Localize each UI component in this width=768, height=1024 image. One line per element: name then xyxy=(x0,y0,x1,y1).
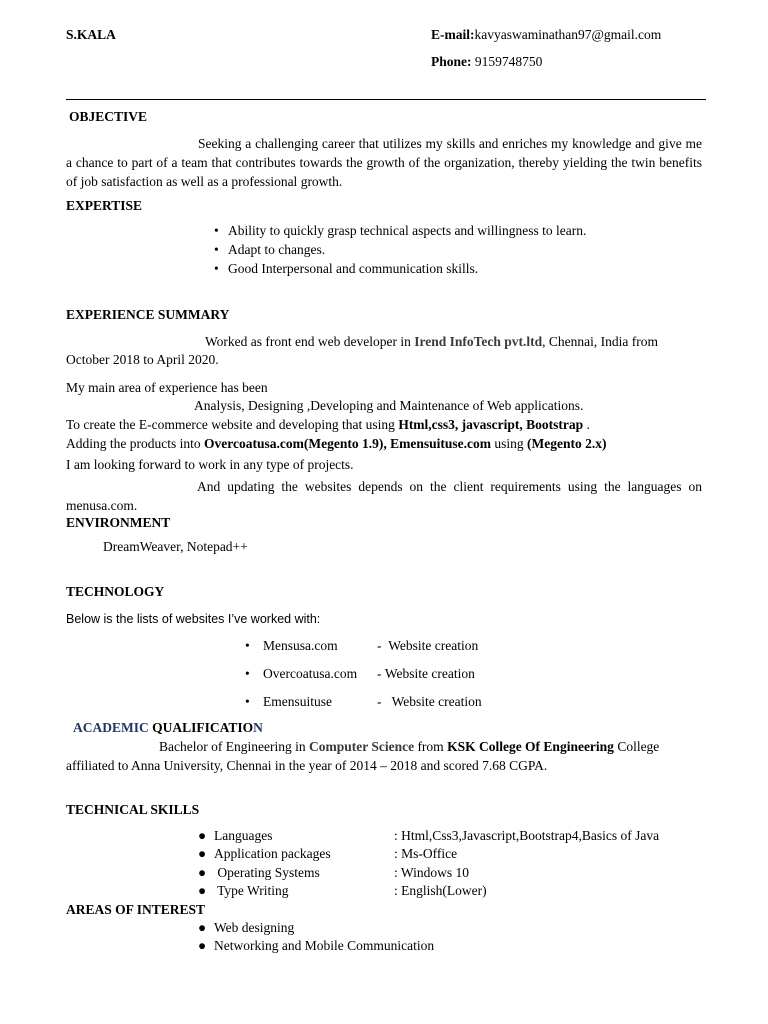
list-item: • Overcoatusa.com - Website creation xyxy=(245,666,475,681)
interests-heading: AREAS OF INTEREST xyxy=(66,902,206,917)
experience-line-8: And updating the websites depends on the client requirements using the languages on menusa.com. xyxy=(66,479,702,513)
experience-line-7: I am looking forward to work in any type of projects. xyxy=(66,457,354,472)
skills-heading: TECHNICAL SKILLS xyxy=(66,802,200,817)
email-line xyxy=(431,27,661,43)
list-item: • Mensusa.com - Website creation xyxy=(245,638,479,653)
phone-value: 9159748750 xyxy=(474,54,543,69)
experience-line-4: Analysis, Designing ,Developing and Maintenance of Web applications. xyxy=(194,398,584,413)
experience-line-6: Adding the products into Overcoatusa.com(Megento 1.9), Emensuituse.com using (Megento 2.x) xyxy=(66,436,607,451)
list-item: ● Languages : Html,Css3,Javascript,Bootstrap4,Basics of Java xyxy=(198,828,660,843)
list-item: • Emensuituse - Website creation xyxy=(245,694,482,709)
list-item: ● Type Writing : English(Lower) xyxy=(198,883,487,898)
academic-line-2: affiliated to Anna University, Chennai in the year of 2014 – 2018 and scored 7.68 CGPA. xyxy=(66,758,548,773)
email-value: kavyaswaminathan97@gmail.com xyxy=(474,27,662,42)
environment-heading: ENVIRONMENT xyxy=(66,515,171,530)
email-label: E-mail: xyxy=(431,27,475,42)
experience-line-3: My main area of experience has been xyxy=(66,380,268,395)
experience-heading: EXPERIENCE SUMMARY xyxy=(66,307,230,322)
technology-intro: Below is the lists of websites I’ve worked with: xyxy=(66,612,321,626)
phone-line xyxy=(431,54,542,70)
academic-heading: ACADEMIC QUALIFICATION xyxy=(73,720,263,735)
company-name: Irend InfoTech pvt.ltd xyxy=(414,334,543,349)
list-item: • Good Interpersonal and communication skills. xyxy=(214,261,479,276)
technology-heading: TECHNOLOGY xyxy=(66,584,165,599)
environment-text: DreamWeaver, Notepad++ xyxy=(103,539,248,554)
list-item: ● Web designing xyxy=(198,920,295,935)
academic-line-1: Bachelor of Engineering in Computer Science from KSK College Of Engineering College xyxy=(159,739,660,754)
list-item: ● Application packages : Ms-Office xyxy=(198,846,458,861)
list-item: ● Networking and Mobile Communication xyxy=(198,938,435,953)
phone-label: Phone: xyxy=(431,54,472,69)
objective-heading: OBJECTIVE xyxy=(69,109,148,124)
experience-line-1: Worked as front end web developer in Irend InfoTech pvt.ltd, Chennai, India from xyxy=(205,334,658,349)
objective-text: Seeking a challenging career that utilizes my skills and enriches my knowledge and give me a chance to part of a team that contributes towards the growth of the organization, thereby yielding the twin benefits of job satisfaction as well as a professional growth. xyxy=(66,136,702,189)
list-item: ● Operating Systems : Windows 10 xyxy=(198,865,469,880)
candidate-name: S.KALA xyxy=(66,27,116,42)
experience-line-2: October 2018 to April 2020. xyxy=(66,352,219,367)
header-divider xyxy=(66,99,706,100)
list-item: • Adapt to changes. xyxy=(214,242,326,257)
list-item: • Ability to quickly grasp technical aspects and willingness to learn. xyxy=(214,223,587,238)
experience-line-5: To create the E-commerce website and developing that using Html,css3, javascript, Bootstrap . xyxy=(66,417,590,432)
expertise-heading: EXPERTISE xyxy=(66,198,143,213)
